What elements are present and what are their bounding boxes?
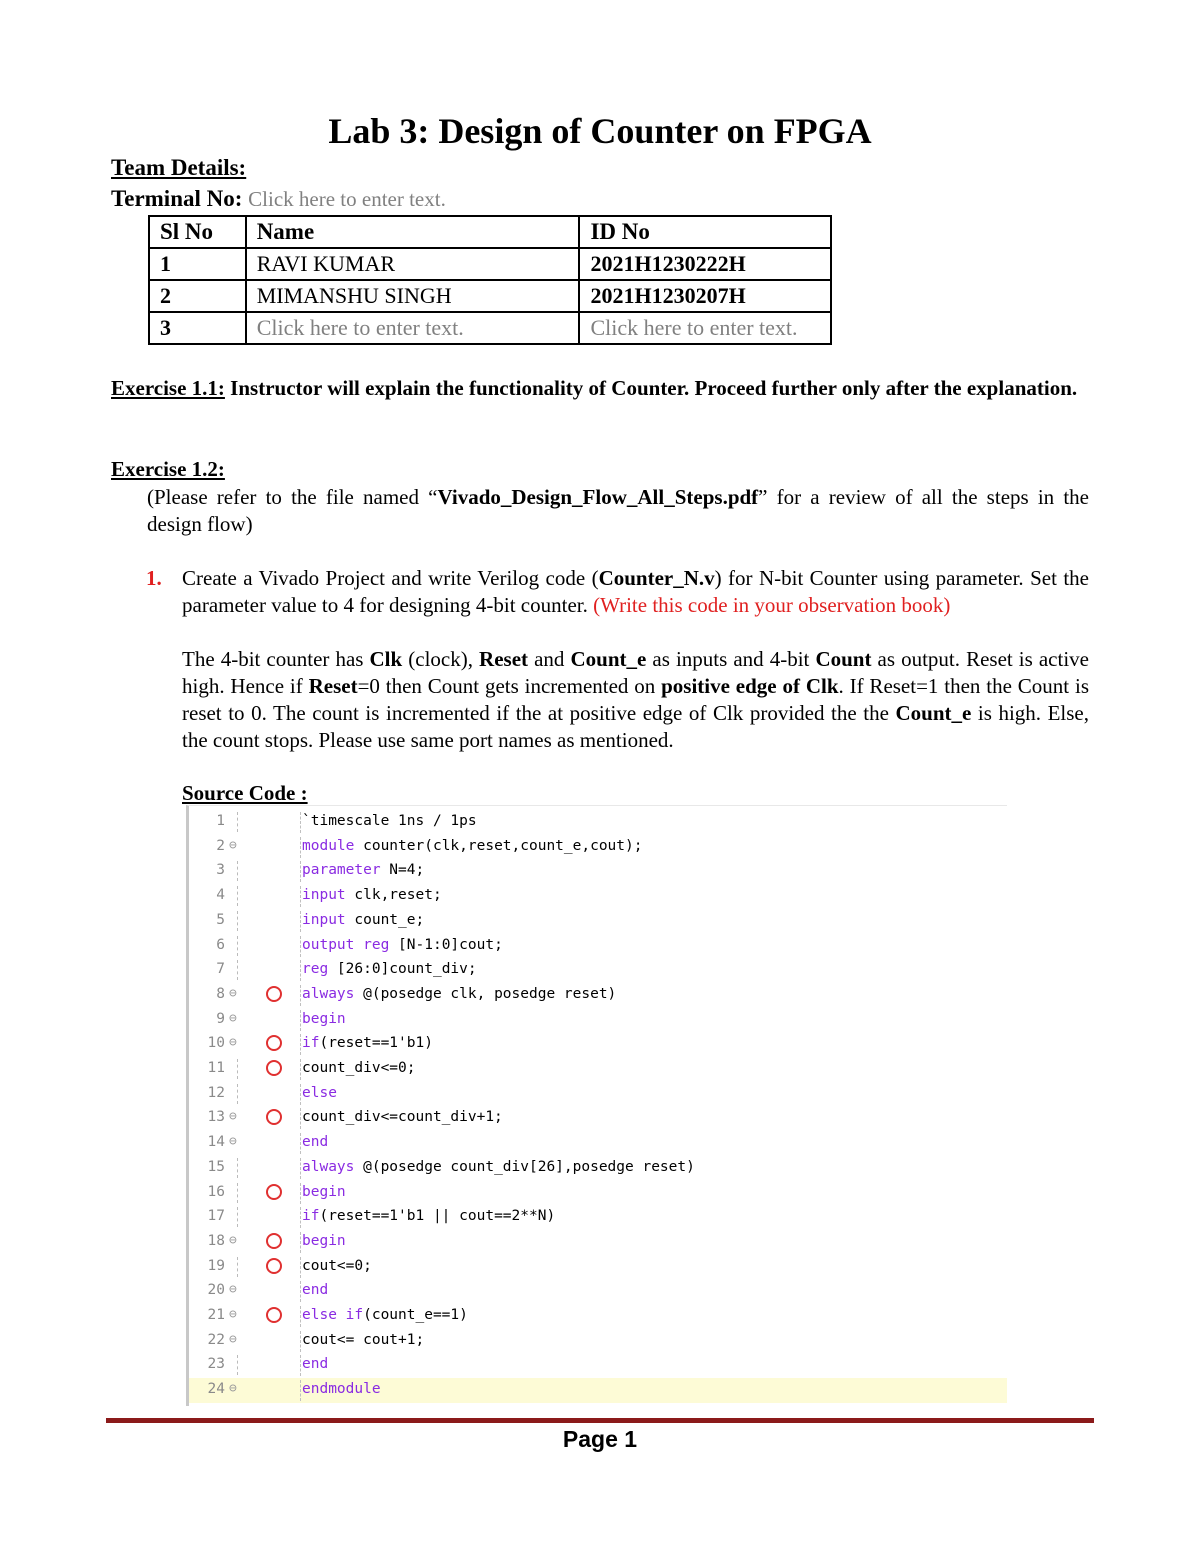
code-keyword: always — [302, 1158, 355, 1175]
fold-collapse-icon[interactable]: ⊖ — [229, 1035, 237, 1051]
code-line[interactable] — [189, 1255, 1007, 1280]
line-number: 16 — [207, 1183, 225, 1200]
code-text — [302, 1159, 695, 1175]
fold-guide — [237, 861, 238, 881]
fold-guide — [237, 1158, 238, 1178]
desc-text: (clock), — [402, 647, 480, 671]
line-number: 19 — [207, 1257, 225, 1274]
code-keyword: module — [302, 837, 355, 854]
breakpoint-icon[interactable] — [266, 1060, 282, 1076]
breakpoint-icon[interactable] — [266, 1258, 282, 1274]
indent-guide — [300, 1331, 301, 1352]
indent-guide — [300, 1183, 301, 1204]
code-line[interactable] — [189, 1082, 1007, 1107]
line-number: 1 — [216, 813, 225, 829]
table-row — [149, 248, 831, 280]
code-text — [302, 961, 477, 977]
line-number: 17 — [207, 1208, 225, 1225]
code-text — [302, 1184, 346, 1200]
fold-guide — [237, 1257, 238, 1277]
indent-guide — [300, 812, 301, 833]
code-text — [302, 1381, 381, 1397]
row-sl-no: 2 — [149, 280, 246, 312]
indent-guide — [300, 1207, 301, 1228]
reference-post: ” for a review of all the steps in the design flow) — [147, 485, 1089, 536]
fold-collapse-icon[interactable]: ⊖ — [229, 1109, 237, 1125]
line-number: 11 — [207, 1060, 225, 1076]
breakpoint-icon[interactable] — [266, 1109, 282, 1125]
line-number: 12 — [207, 1084, 225, 1101]
step-number: 1. — [146, 566, 162, 590]
fold-collapse-icon[interactable]: ⊖ — [229, 1232, 237, 1248]
code-keyword: input — [302, 911, 346, 928]
breakpoint-icon[interactable] — [266, 1035, 282, 1051]
code-rest: count_div<=0; — [302, 1060, 416, 1076]
line-number: 10 — [207, 1035, 225, 1052]
line-number: 2 — [216, 837, 225, 854]
source-code-label: Source Code : — [182, 781, 308, 805]
indent-guide — [300, 1380, 301, 1401]
exercise-1-1-label: Exercise 1.1: — [111, 376, 225, 400]
fold-guide — [237, 812, 238, 832]
fold-end-icon[interactable]: ⊖ — [229, 1282, 237, 1298]
code-line[interactable] — [189, 810, 1007, 835]
table-row — [149, 312, 831, 344]
code-editor[interactable] — [186, 805, 1007, 1406]
code-rest: N=4; — [380, 862, 425, 879]
exercise-1-1 — [111, 375, 1089, 402]
row-id: 2021H1230207H — [579, 280, 831, 312]
line-number: 13 — [207, 1109, 225, 1126]
breakpoint-icon[interactable] — [266, 1307, 282, 1323]
line-number: 23 — [207, 1356, 225, 1373]
code-line[interactable] — [189, 1032, 1007, 1057]
desc-text: The 4-bit counter has — [182, 647, 370, 671]
step-text: Create a Vivado Project and write Verilog code ( — [182, 566, 599, 590]
row-id: 2021H1230222H — [579, 248, 831, 280]
line-number: 3 — [216, 862, 225, 879]
line-number: 14 — [207, 1134, 225, 1151]
code-line[interactable] — [189, 859, 1007, 884]
team-table-header — [149, 216, 831, 248]
row-name: RAVI KUMAR — [246, 248, 580, 280]
fold-guide — [237, 1183, 238, 1203]
team-table — [148, 215, 832, 345]
code-text — [302, 1258, 372, 1274]
breakpoint-icon[interactable] — [266, 1184, 282, 1200]
desc-text: is high. Else, the count stops. Please use same port names as mentioned. — [182, 701, 1089, 752]
code-keyword: begin — [302, 1183, 346, 1200]
indent-guide — [300, 1158, 301, 1179]
desc-text: as output. Reset is active high. Hence if — [182, 647, 1089, 698]
code-rest: cout<=0; — [302, 1257, 372, 1274]
document-title: Lab 3: Design of Counter on FPGA — [328, 111, 872, 151]
indent-guide — [300, 886, 301, 907]
code-keyword: end — [302, 1356, 329, 1373]
indent-guide — [300, 911, 301, 932]
fold-collapse-icon[interactable]: ⊖ — [229, 985, 237, 1001]
code-text — [302, 986, 616, 1002]
breakpoint-icon[interactable] — [266, 986, 282, 1002]
code-line[interactable] — [189, 1378, 1007, 1403]
desc-text: =0 then Count gets incremented on — [357, 674, 662, 698]
code-keyword: end — [302, 1134, 329, 1151]
step-text: ) for N-bit Counter using parameter. Set the parameter value to 4 for designing 4-bit counter. — [182, 566, 1089, 617]
code-keyword: parameter — [302, 862, 381, 879]
indent-guide — [300, 936, 301, 957]
row-sl-no: 3 — [149, 312, 246, 344]
code-text — [302, 1356, 328, 1372]
line-number: 6 — [216, 936, 225, 953]
code-text — [302, 1060, 416, 1076]
indent-guide — [300, 1306, 301, 1327]
indent-guide — [300, 1034, 301, 1055]
code-keyword: begin — [302, 1232, 346, 1249]
code-rest: [N-1:0]cout; — [389, 936, 503, 953]
code-rest: `timescale 1ns / 1ps — [302, 813, 477, 829]
code-keyword: reg — [302, 961, 329, 978]
indent-guide — [300, 985, 301, 1006]
code-line[interactable] — [189, 1057, 1007, 1082]
code-line[interactable] — [189, 958, 1007, 983]
header-name: Name — [246, 216, 580, 248]
terminal-label: Terminal No: — [111, 186, 243, 211]
code-text — [302, 912, 424, 928]
desc-bold: Count — [815, 647, 872, 671]
fold-guide — [237, 886, 238, 906]
indent-guide — [300, 1059, 301, 1080]
fold-guide — [237, 1355, 238, 1375]
terminal-row — [111, 186, 446, 212]
footer-divider — [106, 1418, 1094, 1423]
code-text — [302, 862, 424, 878]
indent-guide — [300, 960, 301, 981]
code-line[interactable] — [189, 1156, 1007, 1181]
indent-guide — [300, 1257, 301, 1278]
code-text — [302, 1332, 424, 1348]
code-text — [302, 1282, 328, 1298]
indent-guide — [300, 1108, 301, 1129]
line-number: 22 — [207, 1331, 225, 1348]
step-1-instruction — [182, 565, 1089, 619]
code-rest: (count_e==1) — [363, 1307, 468, 1323]
line-number: 5 — [216, 911, 225, 928]
indent-guide — [300, 1281, 301, 1302]
line-number: 24 — [207, 1381, 225, 1398]
code-keyword: if — [302, 1208, 320, 1225]
code-rest: count_e; — [345, 911, 425, 928]
code-line[interactable] — [189, 934, 1007, 959]
line-number: 8 — [216, 985, 225, 1002]
header-sl-no: Sl No — [149, 216, 246, 248]
fold-guide — [237, 936, 238, 956]
step-filename: Counter_N.v — [598, 566, 715, 590]
indent-guide — [300, 1010, 301, 1031]
code-rest: @(posedge count_div[26],posedge reset) — [354, 1158, 695, 1175]
line-number: 4 — [216, 887, 225, 904]
fold-collapse-icon[interactable]: ⊖ — [229, 1010, 237, 1026]
indent-guide — [300, 1133, 301, 1154]
terminal-input[interactable]: Click here to enter text. — [248, 187, 446, 211]
line-number: 7 — [216, 961, 225, 978]
code-keyword: end — [302, 1282, 329, 1299]
code-keyword: else — [302, 1084, 337, 1101]
fold-guide — [237, 1059, 238, 1079]
line-number: 9 — [216, 1010, 225, 1027]
line-number: 18 — [207, 1232, 225, 1249]
fold-collapse-icon[interactable]: ⊖ — [229, 837, 237, 853]
code-line[interactable] — [189, 884, 1007, 909]
indent-guide — [300, 1084, 301, 1105]
desc-bold: Reset — [479, 647, 529, 671]
breakpoint-icon[interactable] — [266, 1233, 282, 1249]
code-text — [302, 1035, 433, 1051]
exercise-1-2-label: Exercise 1.2: — [111, 457, 225, 481]
step-1-description — [182, 646, 1089, 754]
desc-text: as inputs and 4-bit — [646, 647, 816, 671]
desc-bold: Reset — [308, 674, 358, 698]
desc-bold: positive edge of Clk — [661, 674, 839, 698]
code-text — [302, 1233, 346, 1249]
indent-guide — [300, 837, 301, 858]
code-text — [302, 1307, 468, 1323]
code-keyword: always — [302, 985, 355, 1002]
code-rest: cout<= cout+1; — [302, 1331, 425, 1348]
code-line[interactable] — [189, 1230, 1007, 1255]
code-rest: counter(clk,reset,count_e,cout); — [354, 837, 643, 854]
code-text — [302, 1109, 503, 1125]
desc-bold: Clk — [369, 647, 403, 671]
code-line[interactable] — [189, 1106, 1007, 1131]
step-note: (Write this code in your observation book) — [593, 593, 951, 617]
code-text — [302, 1208, 555, 1224]
fold-guide — [237, 1207, 238, 1227]
fold-collapse-icon[interactable]: ⊖ — [229, 1307, 237, 1322]
code-text — [302, 1011, 346, 1027]
code-line[interactable] — [189, 835, 1007, 860]
id-input[interactable]: Click here to enter text. — [579, 312, 831, 344]
reference-pre: (Please refer to the file named “ — [147, 485, 438, 509]
reference-file: Vivado_Design_Flow_All_Steps.pdf — [437, 485, 759, 509]
line-number: 15 — [207, 1158, 225, 1175]
page-number: Page 1 — [562, 1426, 638, 1452]
code-text — [302, 887, 442, 903]
code-keyword: begin — [302, 1010, 346, 1027]
code-line[interactable] — [189, 1353, 1007, 1378]
desc-text: . If Reset=1 then the Count is reset to 0. The count is incremented if the at positive edge of Clk provided the the — [182, 674, 1089, 725]
indent-guide — [300, 861, 301, 882]
fold-guide — [237, 911, 238, 931]
code-text — [302, 937, 503, 953]
exercise-1-2-reference — [147, 484, 1089, 538]
code-rest: (reset==1'b1) — [319, 1035, 433, 1052]
code-line[interactable] — [189, 1304, 1007, 1329]
code-keyword: input — [302, 887, 346, 904]
name-input[interactable]: Click here to enter text. — [246, 312, 580, 344]
fold-guide — [237, 960, 238, 980]
code-rest: @(posedge clk, posedge reset) — [354, 985, 617, 1002]
code-text — [302, 1085, 337, 1101]
code-keyword: else if — [302, 1307, 364, 1323]
fold-guide — [237, 1084, 238, 1104]
code-line[interactable] — [189, 909, 1007, 934]
code-text — [302, 813, 477, 829]
indent-guide — [300, 1355, 301, 1376]
indent-guide — [300, 1232, 301, 1253]
code-keyword: output reg — [302, 936, 390, 953]
desc-bold: Count_e — [570, 647, 647, 671]
header-id-no: ID No — [579, 216, 831, 248]
code-line[interactable] — [189, 1279, 1007, 1304]
code-keyword: endmodule — [302, 1381, 381, 1398]
code-line[interactable] — [189, 1008, 1007, 1033]
line-number: 21 — [207, 1307, 225, 1323]
desc-bold: Count_e — [895, 701, 972, 725]
code-rest: count_div<=count_div+1; — [302, 1109, 503, 1126]
code-line[interactable] — [189, 1205, 1007, 1230]
code-rest: clk,reset; — [345, 887, 442, 904]
line-number: 20 — [207, 1282, 225, 1299]
fold-end-icon[interactable]: ⊖ — [229, 1134, 237, 1150]
code-line[interactable] — [189, 1181, 1007, 1206]
code-rest: [26:0]count_div; — [328, 961, 477, 978]
code-keyword: if — [302, 1035, 320, 1052]
team-details-heading: Team Details: — [111, 155, 247, 180]
desc-text: and — [528, 647, 571, 671]
fold-end-icon[interactable]: ⊖ — [229, 1331, 237, 1347]
code-line[interactable] — [189, 1131, 1007, 1156]
exercise-1-1-text: Instructor will explain the functionality of Counter. Proceed further only after the explanation. — [230, 376, 1078, 400]
code-line[interactable] — [189, 1329, 1007, 1354]
row-name: MIMANSHU SINGH — [246, 280, 580, 312]
row-sl-no: 1 — [149, 248, 246, 280]
fold-end-icon[interactable]: ⊖ — [229, 1381, 237, 1397]
code-text — [302, 1134, 328, 1150]
code-line[interactable] — [189, 983, 1007, 1008]
code-text — [302, 838, 642, 854]
table-row — [149, 280, 831, 312]
code-rest: (reset==1'b1 || cout==2**N) — [319, 1208, 556, 1225]
